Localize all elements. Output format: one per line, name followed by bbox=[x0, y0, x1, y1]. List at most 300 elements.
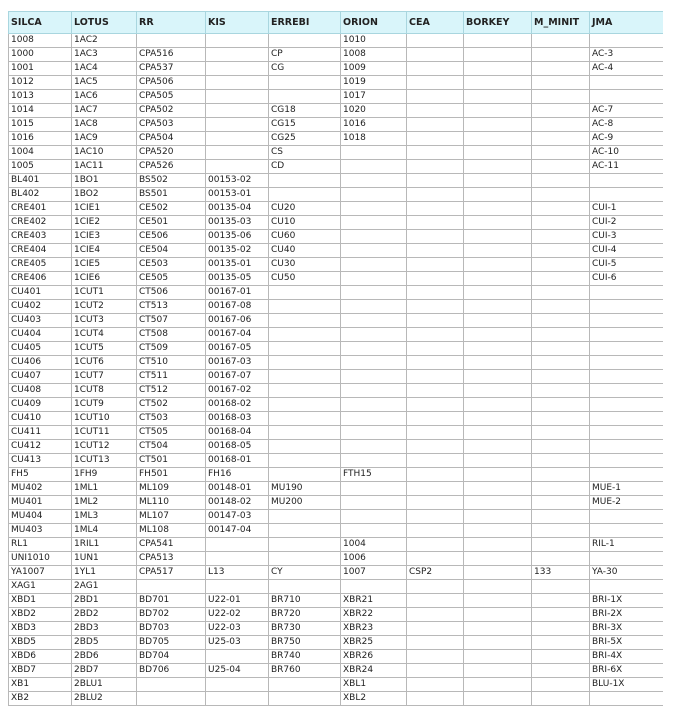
table-cell: XBR25 bbox=[341, 636, 407, 650]
table-cell: CPA537 bbox=[137, 62, 206, 76]
table-cell: YA-30 bbox=[590, 566, 664, 580]
table-cell: BR720 bbox=[269, 608, 341, 622]
table-cell bbox=[532, 146, 590, 160]
table-cell bbox=[590, 174, 664, 188]
table-cell bbox=[269, 552, 341, 566]
table-cell: XBR21 bbox=[341, 594, 407, 608]
table-cell: 1AC11 bbox=[72, 160, 137, 174]
table-cell: CU30 bbox=[269, 258, 341, 272]
table-cell: 1004 bbox=[9, 146, 72, 160]
table-cell: AC-7 bbox=[590, 104, 664, 118]
table-row bbox=[9, 90, 664, 104]
table-body bbox=[9, 34, 664, 706]
table-cell: CE505 bbox=[137, 272, 206, 286]
table-cell bbox=[590, 398, 664, 412]
table-cell bbox=[206, 34, 269, 48]
table-cell bbox=[341, 440, 407, 454]
table-cell bbox=[341, 230, 407, 244]
table-row bbox=[9, 580, 664, 594]
table-cell: XB2 bbox=[9, 692, 72, 706]
table-cell: 1AC8 bbox=[72, 118, 137, 132]
table-cell: CU406 bbox=[9, 356, 72, 370]
table-cell: CRE402 bbox=[9, 216, 72, 230]
table-cell bbox=[464, 608, 532, 622]
table-cell bbox=[341, 356, 407, 370]
table-row bbox=[9, 412, 664, 426]
table-cell: BLU-1X bbox=[590, 678, 664, 692]
table-cell bbox=[269, 692, 341, 706]
table-cell bbox=[532, 188, 590, 202]
table-cell bbox=[532, 636, 590, 650]
table-cell: CT508 bbox=[137, 328, 206, 342]
table-row bbox=[9, 76, 664, 90]
table-cell: CE504 bbox=[137, 244, 206, 258]
table-row bbox=[9, 650, 664, 664]
table-cell: CU60 bbox=[269, 230, 341, 244]
table-cell bbox=[590, 468, 664, 482]
table-row bbox=[9, 62, 664, 76]
table-cell bbox=[464, 440, 532, 454]
table-cell bbox=[341, 426, 407, 440]
table-cell bbox=[532, 496, 590, 510]
table-cell: 1CUT8 bbox=[72, 384, 137, 398]
table-cell: CUI-6 bbox=[590, 272, 664, 286]
table-cell: CRE406 bbox=[9, 272, 72, 286]
table-cell: 1CUT6 bbox=[72, 356, 137, 370]
table-cell: 2BD6 bbox=[72, 650, 137, 664]
table-cell: MU190 bbox=[269, 482, 341, 496]
table-cell: 00167-06 bbox=[206, 314, 269, 328]
table-cell: BR710 bbox=[269, 594, 341, 608]
table-cell bbox=[464, 104, 532, 118]
table-cell bbox=[464, 482, 532, 496]
table-cell bbox=[532, 272, 590, 286]
table-cell bbox=[137, 678, 206, 692]
table-cell: 1CUT10 bbox=[72, 412, 137, 426]
table-cell: U22-01 bbox=[206, 594, 269, 608]
table-cell bbox=[407, 244, 464, 258]
table-cell: 1CUT11 bbox=[72, 426, 137, 440]
column-header-orion: ORION bbox=[341, 12, 407, 34]
table-cell bbox=[464, 90, 532, 104]
table-cell: CT501 bbox=[137, 454, 206, 468]
table-cell: BD705 bbox=[137, 636, 206, 650]
table-cell: CPA502 bbox=[137, 104, 206, 118]
table-cell: XBL1 bbox=[341, 678, 407, 692]
table-cell: XBD7 bbox=[9, 664, 72, 678]
table-cell bbox=[590, 188, 664, 202]
table-cell: CU407 bbox=[9, 370, 72, 384]
table-cell bbox=[464, 398, 532, 412]
table-cell bbox=[532, 398, 590, 412]
table-cell bbox=[532, 468, 590, 482]
table-cell bbox=[269, 174, 341, 188]
table-cell: 1AC10 bbox=[72, 146, 137, 160]
table-row bbox=[9, 48, 664, 62]
table-cell bbox=[464, 356, 532, 370]
table-cell bbox=[532, 202, 590, 216]
table-cell: 1CIE1 bbox=[72, 202, 137, 216]
table-cell: AC-3 bbox=[590, 48, 664, 62]
table-cell bbox=[269, 678, 341, 692]
table-cell bbox=[407, 384, 464, 398]
table-cell bbox=[269, 90, 341, 104]
table-cell bbox=[407, 678, 464, 692]
table-cell: AC-11 bbox=[590, 160, 664, 174]
table-cell bbox=[407, 454, 464, 468]
table-cell bbox=[407, 90, 464, 104]
table-row bbox=[9, 314, 664, 328]
table-cell bbox=[464, 342, 532, 356]
table-cell bbox=[464, 650, 532, 664]
table-cell bbox=[532, 286, 590, 300]
table-row bbox=[9, 286, 664, 300]
table-cell bbox=[407, 118, 464, 132]
table-cell bbox=[532, 62, 590, 76]
table-cell: 1015 bbox=[9, 118, 72, 132]
table-row bbox=[9, 118, 664, 132]
table-cell: CUI-2 bbox=[590, 216, 664, 230]
table-cell bbox=[532, 118, 590, 132]
table-cell bbox=[206, 90, 269, 104]
table-cell bbox=[269, 524, 341, 538]
table-cell bbox=[341, 482, 407, 496]
table-cell bbox=[464, 622, 532, 636]
table-cell bbox=[532, 34, 590, 48]
table-cell: 1YL1 bbox=[72, 566, 137, 580]
table-cell: CU411 bbox=[9, 426, 72, 440]
table-cell bbox=[464, 314, 532, 328]
table-cell: CU405 bbox=[9, 342, 72, 356]
table-cell: 00168-03 bbox=[206, 412, 269, 426]
table-cell: MUE-2 bbox=[590, 496, 664, 510]
table-cell: XAG1 bbox=[9, 580, 72, 594]
table-cell: 1000 bbox=[9, 48, 72, 62]
table-cell bbox=[532, 258, 590, 272]
table-cell bbox=[464, 188, 532, 202]
table-cell: 00168-05 bbox=[206, 440, 269, 454]
table-cell: CT503 bbox=[137, 412, 206, 426]
table-cell: XBR26 bbox=[341, 650, 407, 664]
table-cell bbox=[407, 230, 464, 244]
table-cell: MU403 bbox=[9, 524, 72, 538]
table-cell: 1AC7 bbox=[72, 104, 137, 118]
table-cell: CRE401 bbox=[9, 202, 72, 216]
table-row bbox=[9, 300, 664, 314]
table-cell bbox=[269, 188, 341, 202]
table-cell bbox=[464, 328, 532, 342]
table-cell: CUI-5 bbox=[590, 258, 664, 272]
table-cell bbox=[532, 440, 590, 454]
table-cell: AC-8 bbox=[590, 118, 664, 132]
table-cell: CT502 bbox=[137, 398, 206, 412]
table-cell bbox=[341, 496, 407, 510]
table-cell: CS bbox=[269, 146, 341, 160]
table-cell: MU401 bbox=[9, 496, 72, 510]
table-cell bbox=[341, 272, 407, 286]
table-cell bbox=[464, 594, 532, 608]
table-cell bbox=[590, 384, 664, 398]
table-cell: L13 bbox=[206, 566, 269, 580]
table-cell: CUI-3 bbox=[590, 230, 664, 244]
table-cell bbox=[269, 398, 341, 412]
table-cell bbox=[532, 412, 590, 426]
table-cell: CU403 bbox=[9, 314, 72, 328]
table-cell: 1008 bbox=[341, 48, 407, 62]
table-cell: CE503 bbox=[137, 258, 206, 272]
table-cell bbox=[464, 230, 532, 244]
table-cell: CPA516 bbox=[137, 48, 206, 62]
table-cell bbox=[532, 314, 590, 328]
table-cell bbox=[464, 566, 532, 580]
table-cell bbox=[206, 76, 269, 90]
table-cell: 1019 bbox=[341, 76, 407, 90]
table-cell: BR760 bbox=[269, 664, 341, 678]
table-cell: 1007 bbox=[341, 566, 407, 580]
table-cell bbox=[341, 328, 407, 342]
table-row bbox=[9, 188, 664, 202]
table-cell bbox=[407, 412, 464, 426]
table-cell: ML107 bbox=[137, 510, 206, 524]
table-cell: XBL2 bbox=[341, 692, 407, 706]
table-cell: 1008 bbox=[9, 34, 72, 48]
table-cell bbox=[341, 580, 407, 594]
table-cell: 00135-01 bbox=[206, 258, 269, 272]
table-cell: 1016 bbox=[9, 132, 72, 146]
table-cell bbox=[341, 160, 407, 174]
table-cell: FTH15 bbox=[341, 468, 407, 482]
table-cell: AC-9 bbox=[590, 132, 664, 146]
table-cell bbox=[269, 300, 341, 314]
table-cell: CPA526 bbox=[137, 160, 206, 174]
table-cell: XBD6 bbox=[9, 650, 72, 664]
table-cell: CT504 bbox=[137, 440, 206, 454]
table-cell bbox=[464, 286, 532, 300]
table-row bbox=[9, 678, 664, 692]
key-cross-reference-table bbox=[8, 11, 663, 706]
table-cell: CG25 bbox=[269, 132, 341, 146]
table-cell: 2BD1 bbox=[72, 594, 137, 608]
table-cell: 1006 bbox=[341, 552, 407, 566]
table-cell bbox=[590, 90, 664, 104]
table-cell bbox=[206, 160, 269, 174]
table-cell: XBD2 bbox=[9, 608, 72, 622]
column-header-jma: JMA bbox=[590, 12, 664, 34]
table-row bbox=[9, 524, 664, 538]
column-header-borkey: BORKEY bbox=[464, 12, 532, 34]
table-cell bbox=[464, 524, 532, 538]
table-cell bbox=[532, 160, 590, 174]
table-cell: 00147-04 bbox=[206, 524, 269, 538]
table-cell: CT513 bbox=[137, 300, 206, 314]
table-cell: RL1 bbox=[9, 538, 72, 552]
table-cell: CU10 bbox=[269, 216, 341, 230]
table-cell: 1CIE4 bbox=[72, 244, 137, 258]
table-cell bbox=[407, 608, 464, 622]
table-row bbox=[9, 622, 664, 636]
table-cell bbox=[341, 216, 407, 230]
table-cell: XBR24 bbox=[341, 664, 407, 678]
table-cell bbox=[464, 678, 532, 692]
table-cell bbox=[407, 286, 464, 300]
table-cell: AC-4 bbox=[590, 62, 664, 76]
table-row bbox=[9, 398, 664, 412]
table-cell: XBD1 bbox=[9, 594, 72, 608]
table-cell: CU409 bbox=[9, 398, 72, 412]
table-row bbox=[9, 454, 664, 468]
table-cell: CU50 bbox=[269, 272, 341, 286]
table-cell: 00167-03 bbox=[206, 356, 269, 370]
table-cell bbox=[590, 286, 664, 300]
table-cell bbox=[341, 286, 407, 300]
table-cell bbox=[407, 510, 464, 524]
table-cell bbox=[407, 174, 464, 188]
table-cell: CT507 bbox=[137, 314, 206, 328]
table-cell bbox=[532, 454, 590, 468]
table-cell: BD706 bbox=[137, 664, 206, 678]
table-cell: BS501 bbox=[137, 188, 206, 202]
table-cell bbox=[206, 692, 269, 706]
table-cell bbox=[464, 412, 532, 426]
table-cell: 1016 bbox=[341, 118, 407, 132]
table-cell bbox=[590, 412, 664, 426]
table-row bbox=[9, 244, 664, 258]
table-cell: 1RIL1 bbox=[72, 538, 137, 552]
table-cell bbox=[590, 328, 664, 342]
column-header-kis: KIS bbox=[206, 12, 269, 34]
table-cell bbox=[464, 384, 532, 398]
table-cell bbox=[407, 160, 464, 174]
table-row bbox=[9, 636, 664, 650]
table-cell: CPA506 bbox=[137, 76, 206, 90]
table-row bbox=[9, 342, 664, 356]
table-cell bbox=[407, 496, 464, 510]
table-cell bbox=[532, 552, 590, 566]
table-cell bbox=[206, 580, 269, 594]
table-row bbox=[9, 104, 664, 118]
table-cell: 00135-03 bbox=[206, 216, 269, 230]
table-cell bbox=[206, 552, 269, 566]
table-cell bbox=[590, 356, 664, 370]
table-cell bbox=[532, 426, 590, 440]
column-header-cea: CEA bbox=[407, 12, 464, 34]
table-cell: 2BD2 bbox=[72, 608, 137, 622]
table-cell: MUE-1 bbox=[590, 482, 664, 496]
table-cell: CU410 bbox=[9, 412, 72, 426]
table-cell bbox=[590, 370, 664, 384]
column-header-lotus: LOTUS bbox=[72, 12, 137, 34]
table-cell: CU404 bbox=[9, 328, 72, 342]
table-cell bbox=[137, 580, 206, 594]
table-cell bbox=[532, 608, 590, 622]
table-cell bbox=[532, 174, 590, 188]
table-cell: CT506 bbox=[137, 286, 206, 300]
table-cell bbox=[464, 118, 532, 132]
table-cell bbox=[341, 510, 407, 524]
table-cell: FH16 bbox=[206, 468, 269, 482]
table-cell: 1AC3 bbox=[72, 48, 137, 62]
table-cell bbox=[464, 510, 532, 524]
table-cell: 00167-04 bbox=[206, 328, 269, 342]
table-cell bbox=[137, 692, 206, 706]
table-cell bbox=[269, 34, 341, 48]
table-cell bbox=[590, 552, 664, 566]
table-cell: 1004 bbox=[341, 538, 407, 552]
table-cell bbox=[407, 468, 464, 482]
table-cell: 2BD7 bbox=[72, 664, 137, 678]
table-cell bbox=[269, 370, 341, 384]
table-row bbox=[9, 552, 664, 566]
table-cell bbox=[407, 328, 464, 342]
table-cell: CY bbox=[269, 566, 341, 580]
table-cell bbox=[341, 524, 407, 538]
table-cell bbox=[341, 174, 407, 188]
table-cell: 00167-05 bbox=[206, 342, 269, 356]
table-cell bbox=[341, 384, 407, 398]
table-cell bbox=[532, 594, 590, 608]
table-row bbox=[9, 510, 664, 524]
table-cell bbox=[407, 34, 464, 48]
table-cell: 2BD5 bbox=[72, 636, 137, 650]
table-cell bbox=[269, 384, 341, 398]
table-cell: BRI-4X bbox=[590, 650, 664, 664]
table-cell: CE502 bbox=[137, 202, 206, 216]
table-cell bbox=[269, 356, 341, 370]
table-cell bbox=[341, 146, 407, 160]
table-cell: 1012 bbox=[9, 76, 72, 90]
table-cell bbox=[269, 412, 341, 426]
table-cell bbox=[407, 300, 464, 314]
table-cell: 1005 bbox=[9, 160, 72, 174]
table-cell bbox=[464, 664, 532, 678]
table-cell: CPA520 bbox=[137, 146, 206, 160]
table-cell: 00167-02 bbox=[206, 384, 269, 398]
table-cell bbox=[341, 398, 407, 412]
table-cell bbox=[464, 636, 532, 650]
table-cell: CPA517 bbox=[137, 566, 206, 580]
table-cell: 1AC5 bbox=[72, 76, 137, 90]
table-cell bbox=[464, 580, 532, 594]
table-cell: BRI-2X bbox=[590, 608, 664, 622]
table-cell: CT511 bbox=[137, 370, 206, 384]
table-cell: ML108 bbox=[137, 524, 206, 538]
table-cell bbox=[407, 48, 464, 62]
table-row bbox=[9, 216, 664, 230]
table-cell bbox=[407, 356, 464, 370]
table-cell bbox=[407, 650, 464, 664]
table-cell: RIL-1 bbox=[590, 538, 664, 552]
table-cell: CPA505 bbox=[137, 90, 206, 104]
column-header-m-minit: M_MINIT bbox=[532, 12, 590, 34]
table-cell bbox=[464, 160, 532, 174]
table-cell bbox=[341, 412, 407, 426]
table-row bbox=[9, 202, 664, 216]
table-cell bbox=[532, 230, 590, 244]
table-cell: BD701 bbox=[137, 594, 206, 608]
table-cell: U25-03 bbox=[206, 636, 269, 650]
table-cell: 1010 bbox=[341, 34, 407, 48]
table-cell bbox=[590, 314, 664, 328]
table-cell bbox=[407, 342, 464, 356]
table-cell: CU413 bbox=[9, 454, 72, 468]
table-cell bbox=[532, 510, 590, 524]
table-cell bbox=[532, 328, 590, 342]
table-cell bbox=[464, 552, 532, 566]
table-cell: YA1007 bbox=[9, 566, 72, 580]
table-cell: CD bbox=[269, 160, 341, 174]
table-cell: 00148-02 bbox=[206, 496, 269, 510]
table-cell bbox=[407, 104, 464, 118]
